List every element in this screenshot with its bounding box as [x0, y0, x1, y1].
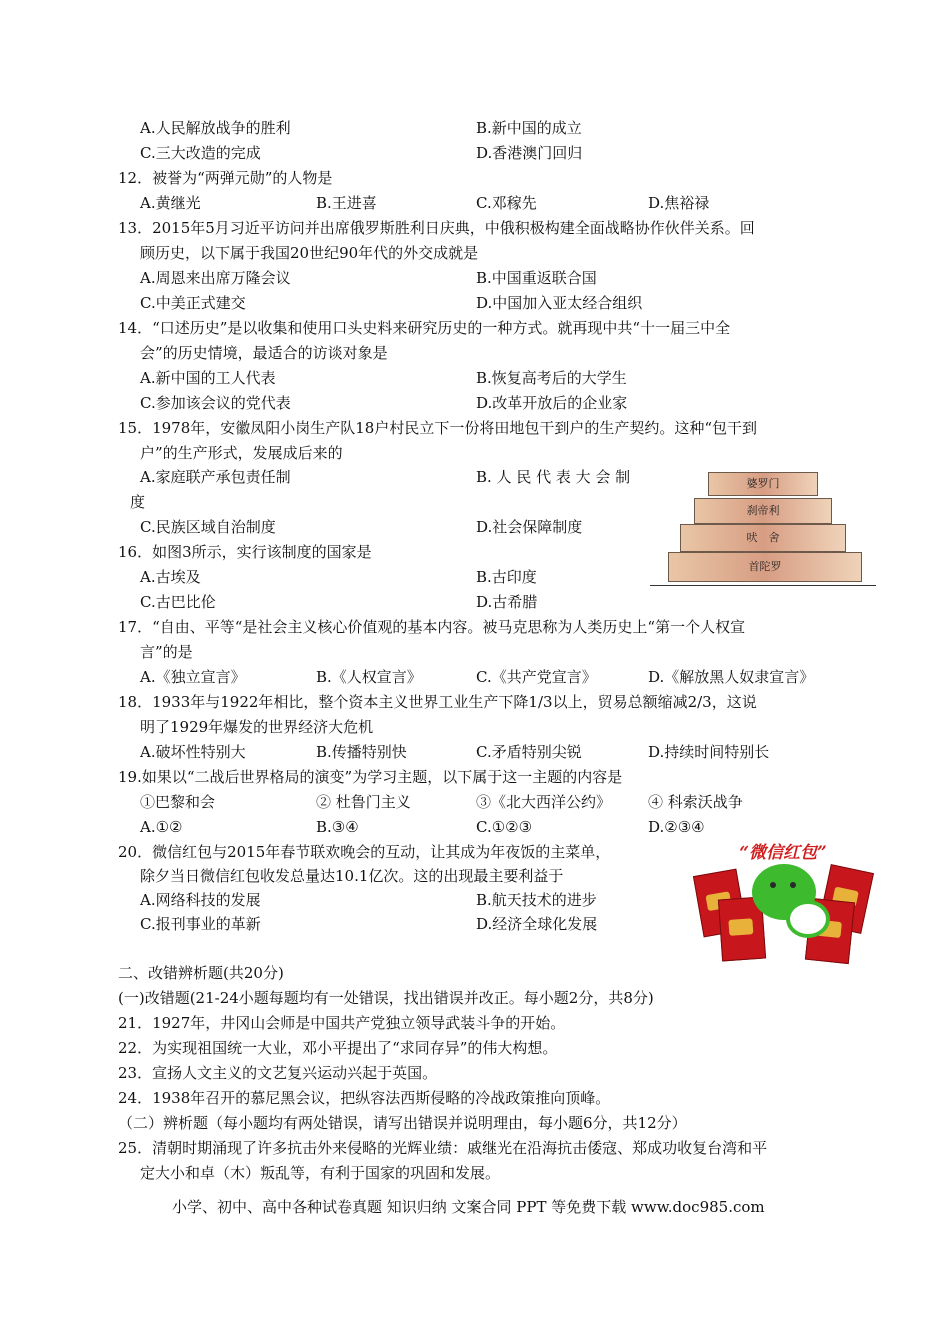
text-line-q22: 22．为实现祖国统一大业，邓小平提出了“求同存异”的伟大构想。	[118, 1039, 558, 1057]
pyramid-level-label: 婆罗门	[746, 477, 780, 490]
text-line-q15-b2: 度	[130, 493, 146, 511]
text-line-q19-b: B.③④	[316, 818, 359, 836]
text-line-q20-1: 20．微信红包与2015年春节联欢晚会的互动，让其成为年夜饭的主菜单，	[118, 843, 611, 861]
text-line-q19-i1: ①巴黎和会	[140, 793, 216, 811]
text-line-q16-d: D.古希腊	[476, 593, 538, 611]
text-line-q19-c: C.①②③	[476, 818, 533, 836]
text-line-q16-a: A.古埃及	[140, 568, 201, 586]
pyramid-level-label: 刹帝利	[746, 504, 780, 517]
text-line-q17-a: A.《独立宣言》	[140, 668, 246, 686]
text-line-q19: 19.如果以“二战后世界格局的演变”为学习主题，以下属于这一主题的内容是	[118, 768, 623, 786]
text-line-q20-b: B.航天技术的进步	[476, 891, 597, 909]
pyramid-level-brahmin	[708, 472, 818, 496]
text-line-q25-1: 25．清朝时期涌现了许多抗击外来侵略的光辉业绩：戚继光在沿海抗击倭寇、郑成功收复台湾和平	[118, 1139, 768, 1157]
text-line-q13-2: 顾历史，以下属于我国20世纪90年代的外交成就是	[140, 244, 479, 262]
text-line-q14-b: B.恢复高考后的大学生	[476, 369, 627, 387]
text-line-q20-c: C.报刊事业的革新	[140, 915, 261, 933]
text-line-q18-2: 明了1929年爆发的世界经济大危机	[140, 718, 374, 736]
footer-text: 小学、初中、高中各种试卷真题 知识归纳 文案合同 PPT 等免费下载 www.doc985.com	[172, 1198, 765, 1216]
text-line-q19-d: D.②③④	[648, 818, 705, 836]
text-line-q14-d: D.改革开放后的企业家	[476, 394, 628, 412]
text-line-q18-d: D.持续时间特别长	[648, 743, 770, 761]
wechat-red-envelope-image	[690, 838, 876, 962]
text-line-q24: 24．1938年召开的慕尼黑会议，把纵容法西斯侵略的冷战政策推向顶峰。	[118, 1089, 611, 1107]
text-line-q20-a: A.网络科技的发展	[140, 891, 261, 909]
wechat-logo-small-bubble	[786, 900, 830, 938]
text-line-q20-d: D.经济全球化发展	[476, 915, 598, 933]
wechat-image-title: “微信红包”	[739, 843, 827, 863]
text-line-q12-b: B.王进喜	[316, 194, 377, 212]
pyramid-level-label: 首陀罗	[748, 560, 782, 573]
text-line-q18-1: 18．1933年与1922年相比，整个资本主义世界工业生产下降1/3以上，贸易总额缩减2/3，这说	[118, 693, 757, 711]
text-line-q11-d: D.香港澳门回归	[476, 144, 583, 162]
text-line-q17-c: C.《共产党宣言》	[476, 668, 597, 686]
text-line-q15-1: 15．1978年，安徽凤阳小岗生产队18户村民立下一份将田地包干到户的生产契约。这种“包干到	[118, 419, 758, 437]
text-line-q19-i4: ④ 科索沃战争	[648, 793, 743, 811]
text-line-q19-i3: ③《北大西洋公约》	[476, 793, 612, 811]
text-line-q12-c: C.邓稼先	[476, 194, 537, 212]
text-line-q12-a: A.黄继光	[140, 194, 201, 212]
text-line-q18-c: C.矛盾特别尖锐	[476, 743, 582, 761]
text-line-q11-b: B.新中国的成立	[476, 119, 582, 137]
text-line-q11-c: C.三大改造的完成	[140, 144, 261, 162]
text-line-q13-b: B.中国重返联合国	[476, 269, 597, 287]
text-line-q14-a: A.新中国的工人代表	[140, 369, 276, 387]
pyramid-level-label: 吠 舍	[746, 531, 780, 544]
pyramid-level-kshatriya	[694, 498, 832, 524]
text-line-q17-b: B.《人权宣言》	[316, 668, 422, 686]
text-line-q16-b: B.古印度	[476, 568, 537, 586]
text-line-q12-d: D.焦裕禄	[648, 194, 710, 212]
text-line-q14-1: 14．“口述历史”是以收集和使用口头史料来研究历史的一种方式。就再现中共“十一届三中全	[118, 319, 731, 337]
text-line-q20-2: 除夕当日微信红包收发总量达10.1亿次。这的出现最主要利益于	[140, 867, 564, 885]
text-line-q15-c: C.民族区域自治制度	[140, 518, 276, 536]
text-line-q17-1: 17．“自由、平等“是社会主义核心价值观的基本内容。被马克思称为人类历史上“第一个人权宣	[118, 618, 746, 636]
pyramid-level-shudra	[668, 552, 862, 582]
text-line-q17-d: D.《解放黑人奴隶宣言》	[648, 668, 815, 686]
text-line-sub1: (一)改错题(21-24小题每题均有一处错误，找出错误并改正。每小题2分，共8分)	[118, 989, 654, 1007]
text-line-q12: 12．被誉为“两弹元勋”的人物是	[118, 169, 333, 187]
pyramid-level-vaishya	[680, 524, 846, 552]
text-line-q15-a: A.家庭联产承包责任制	[140, 468, 291, 486]
text-line-q13-d: D.中国加入亚太经合组织	[476, 294, 643, 312]
text-line-q21: 21．1927年，井冈山会师是中国共产党独立领导武装斗争的开始。	[118, 1014, 566, 1032]
text-line-q14-2: 会”的历史情境，最适合的访谈对象是	[140, 344, 388, 362]
text-line-q18-a: A.破坏性特别大	[140, 743, 246, 761]
text-line-sub2: （二）辨析题（每小题均有两处错误，请写出错误并说明理由，每小题6分，共12分）	[118, 1114, 687, 1132]
text-line-q25-2: 定大小和卓（木）叛乱等，有利于国家的巩固和发展。	[140, 1164, 501, 1182]
text-line-q11-a: A.人民解放战争的胜利	[140, 119, 291, 137]
text-line-q18-b: B.传播特别快	[316, 743, 407, 761]
text-line-q13-1: 13．2015年5月习近平访问并出席俄罗斯胜利日庆典，中俄积极构建全面战略协作伙伴关系。回	[118, 219, 755, 237]
text-line-q23: 23．宣扬人文主义的文艺复兴运动兴起于英国。	[118, 1064, 438, 1082]
text-line-q13-a: A.周恩来出席万隆会议	[140, 269, 291, 287]
text-line-q15-b: B. 人 民 代 表 大 会 制	[476, 468, 631, 486]
text-line-sec2: 二、改错辨析题(共20分)	[118, 964, 284, 982]
text-line-q14-c: C.参加该会议的党代表	[140, 394, 291, 412]
pyramid-baseline	[650, 585, 876, 586]
text-line-q19-i2: ② 杜鲁门主义	[316, 793, 411, 811]
text-line-q16: 16．如图3所示，实行该制度的国家是	[118, 543, 372, 561]
text-line-q15-2: 户”的生产形式，发展成后来的	[140, 444, 343, 462]
text-line-q13-c: C.中美正式建交	[140, 294, 246, 312]
text-line-q17-2: 言”的是	[140, 643, 193, 661]
text-line-q15-d: D.社会保障制度	[476, 518, 583, 536]
caste-pyramid-figure	[650, 466, 880, 586]
text-line-q19-a: A.①②	[140, 818, 183, 836]
text-line-q16-c: C.古巴比伦	[140, 593, 216, 611]
